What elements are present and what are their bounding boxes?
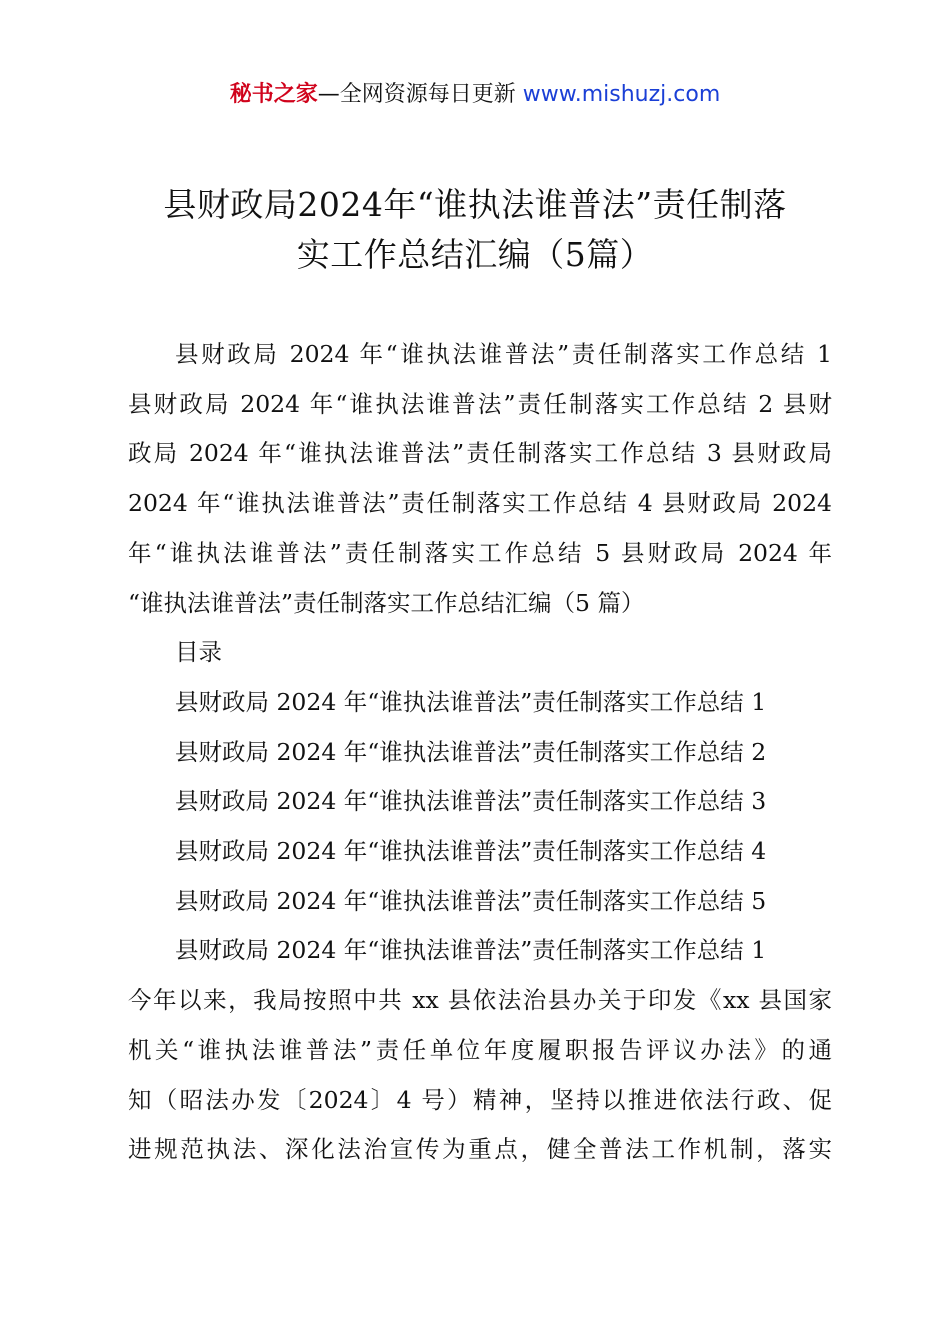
toc-item[interactable]: 县财政局 2024 年“谁执法谁普法”责任制落实工作总结 4 <box>175 837 767 866</box>
body-line: 机关“谁执法谁普法”责任单位年度履职报告评议办法》的通 <box>128 1035 832 1064</box>
document-title-line-2: 实工作总结汇编（5篇） <box>296 235 654 274</box>
intro-line: 2024 年“谁执法谁普法”责任制落实工作总结 4 县财政局 2024 <box>128 489 832 518</box>
intro-line: 县财政局 2024 年“谁执法谁普法”责任制落实工作总结 2 县财 <box>128 389 832 418</box>
toc-list <box>128 678 832 927</box>
document-body <box>128 330 832 1175</box>
body-line: 知（昭法办发〔2024〕4 号）精神，坚持以推进依法行政、促 <box>128 1085 832 1114</box>
site-url-link[interactable]: www.mishuzj.com <box>522 82 721 107</box>
intro-line: 县财政局 2024 年“谁执法谁普法”责任制落实工作总结 1 <box>175 340 832 368</box>
intro-line: 年“谁执法谁普法”责任制落实工作总结 5 县财政局 2024 年 <box>128 538 832 567</box>
document-title <box>110 180 840 280</box>
header-tagline: —全网资源每日更新 <box>317 82 523 107</box>
intro-line: “谁执法谁普法”责任制落实工作总结汇编（5 篇） <box>128 588 645 617</box>
brand-name: 秘书之家 <box>229 82 318 107</box>
toc-item[interactable]: 县财政局 2024 年“谁执法谁普法”责任制落实工作总结 2 <box>175 737 767 766</box>
section-1-paragraph <box>128 926 832 1175</box>
intro-paragraph <box>128 330 832 628</box>
intro-line: 政局 2024 年“谁执法谁普法”责任制落实工作总结 3 县财政局 <box>128 439 832 468</box>
body-line: 今年以来，我局按照中共 xx 县依法治县办关于印发《xx 县国家 <box>128 986 833 1015</box>
toc-item[interactable]: 县财政局 2024 年“谁执法谁普法”责任制落实工作总结 3 <box>175 787 767 816</box>
site-header <box>0 78 950 112</box>
toc-heading: 目录 <box>175 638 222 667</box>
toc-item[interactable]: 县财政局 2024 年“谁执法谁普法”责任制落实工作总结 5 <box>175 886 767 915</box>
toc-item[interactable]: 县财政局 2024 年“谁执法谁普法”责任制落实工作总结 1 <box>175 687 767 716</box>
body-line: 进规范执法、深化法治宣传为重点，健全普法工作机制，落实 <box>128 1135 832 1164</box>
section-heading: 县财政局 2024 年“谁执法谁普法”责任制落实工作总结 1 <box>175 936 767 965</box>
document-title-line-1: 县财政局2024年“谁执法谁普法”责任制落 <box>163 185 787 224</box>
